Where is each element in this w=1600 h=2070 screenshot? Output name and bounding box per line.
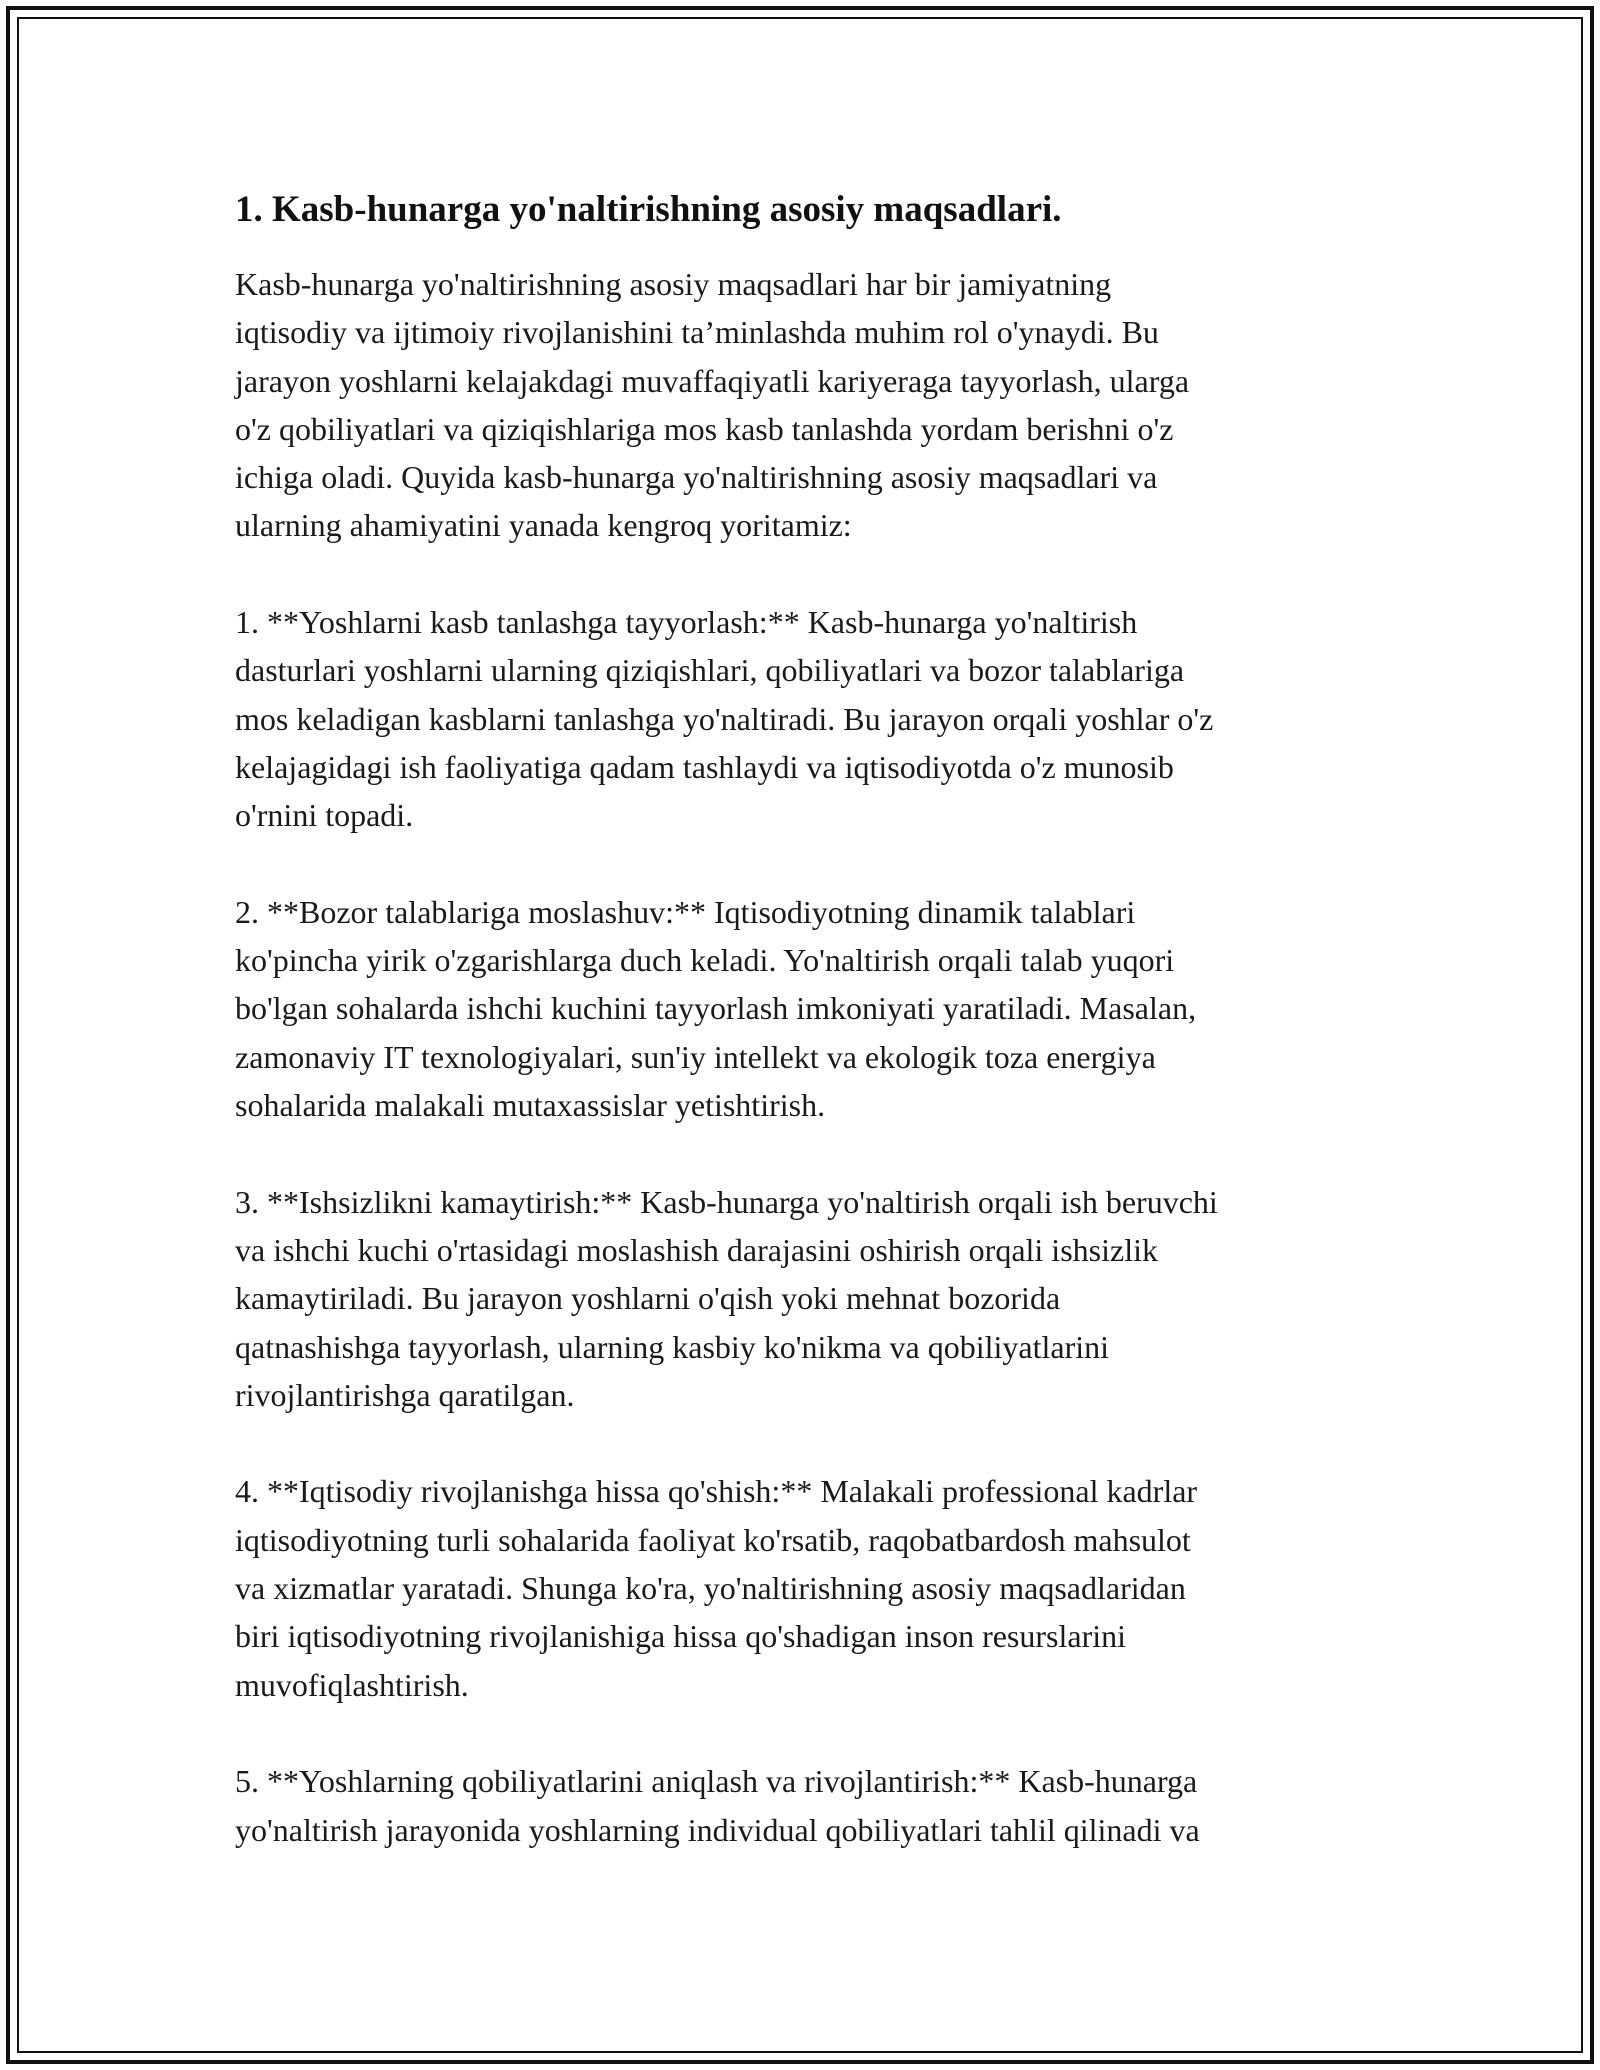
intro-paragraph: Kasb-hunarga yo'naltirishning asosiy maqsadlari har bir jamiyatning iqtisodiy va ijtimoiy rivojlanishini ta’minlashda muhim rol o'ynaydi. Bu jarayon yoshlarni kelajakdagi muvaffaqiyatli kariyeraga tayyorlash, ularga o'z qobiliyatlari va qiziqishlariga mos kasb tanlashda yordam berishni o'z ichiga oladi. Quyida kasb-hunarga yo'naltirishning asosiy maqsadlari va ularning ahamiyatini yanada kengroq yoritamiz:: [235, 266, 1190, 544]
list-item-paragraph: 5. **Yoshlarning qobiliyatlarini aniqlash va rivojlantirish:** Kasb-hunarga yo'naltirish jarayonida yoshlarning individual qobiliyatlari tahlil qilinadi va: [235, 1763, 1200, 1848]
section-heading: 1. Kasb-hunarga yo'naltirishning asosiy maqsadlari.: [235, 189, 1062, 230]
document-content: [235, 186, 1375, 1902]
list-item-paragraph: 3. **Ishsizlikni kamaytirish:** Kasb-hunarga yo'naltirish orqali ish beruvchi va ishchi kuchi o'rtasidagi moslashish darajasini oshirish orqali ishsizlik kamaytiriladi. Bu jarayon yoshlarni o'qish yoki mehnat bozorida qatnashishga tayyorlash, ularning kasbiy ko'nikma va qobiliyatlarini rivojlantirishga qaratilgan.: [235, 1183, 1218, 1413]
list-item-paragraph: 1. **Yoshlarni kasb tanlashga tayyorlash:** Kasb-hunarga yo'naltirish dasturlari yoshlarni ularning qiziqishlari, qobiliyatlari va bozor talablariga mos keladigan kasblarni tanlashga yo'naltiradi. Bu jarayon orqali yoshlar o'z kelajagidagi ish faoliyatiga qadam tashlaydi va iqtisodiyotda o'z munosib o'rnini topadi.: [235, 604, 1214, 834]
list-item-paragraph: 4. **Iqtisodiy rivojlanishga hissa qo'shish:** Malakali professional kadrlar iqtisodiyotning turli sohalarida faoliyat ko'rsatib, raqobatbardosh mahsulot va xizmatlar yaratadi. Shunga ko'ra, yo'naltirishning asosiy maqsadlaridan biri iqtisodiyotning rivojlanishiga hissa qo'shadigan inson resurslarini muvofiqlashtirish.: [235, 1473, 1198, 1703]
list-item-paragraph: 2. **Bozor talablariga moslashuv:** Iqtisodiyotning dinamik talablari ko'pincha yirik o'zgarishlarga duch keladi. Yo'naltirish orqali talab yuqori bo'lgan sohalarda ishchi kuchini tayyorlash imkoniyati yaratiladi. Masalan, zamonaviy IT texnologiyalari, sun'iy intellekt va ekologik toza energiya sohalarida malakali mutaxassislar yetishtirish.: [235, 893, 1197, 1124]
